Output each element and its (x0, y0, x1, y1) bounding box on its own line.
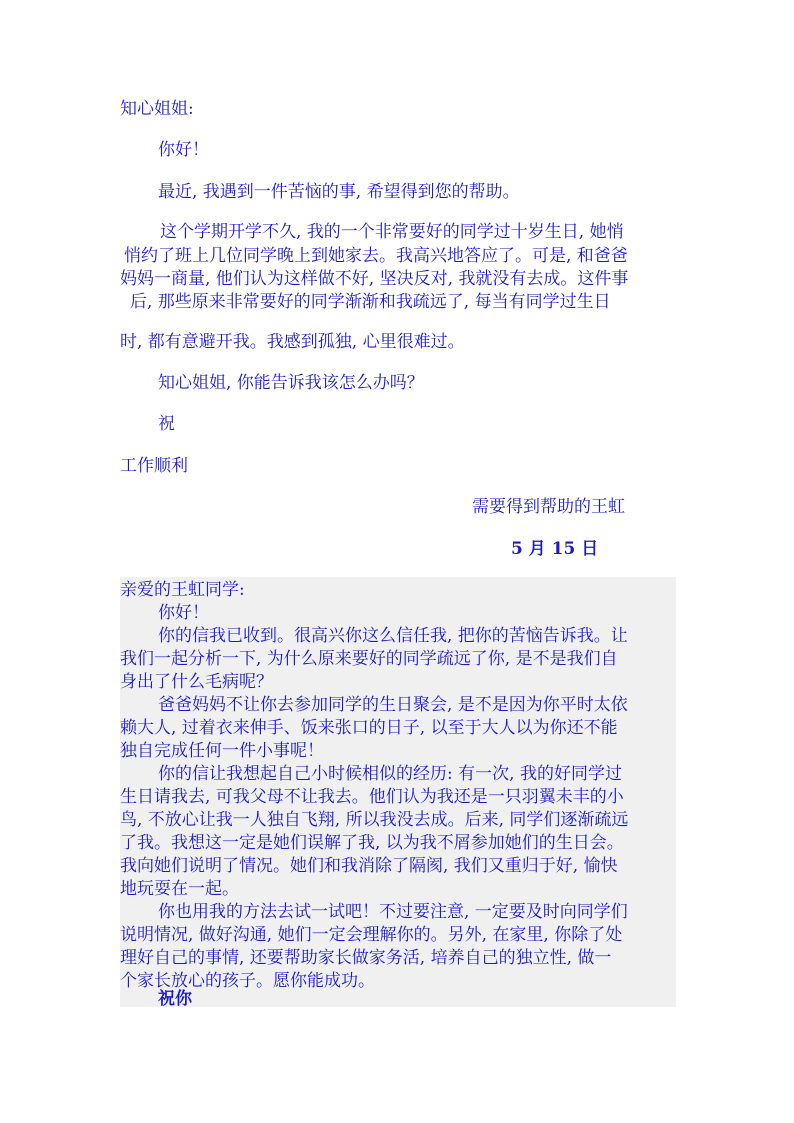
letter-greeting: 你好！ (158, 140, 209, 160)
reply-paragraph-2-line: 独自完成任何一件小事呢！ (120, 741, 324, 761)
letter-closing: 祝 (158, 414, 175, 434)
letter-paragraph-2-line: 悄约了班上几位同学晚上到她家去。我高兴地答应了。可是, 和爸爸 (124, 246, 628, 266)
reply-paragraph-2-line: 爸爸妈妈不让你去参加同学的生日聚会, 是不是因为你平时太依 (158, 695, 628, 715)
reply-greeting: 你好！ (158, 603, 209, 623)
reply-paragraph-3-line: 我向她们说明了情况。她们和我消除了隔阂, 我们又重归于好, 愉快 (120, 856, 618, 876)
reply-paragraph-4-line: 个家长放心的孩子。愿你能成功。 (120, 971, 375, 991)
letter-closing-wish: 工作顺利 (120, 456, 188, 476)
letter-signature: 需要得到帮助的王虹 (472, 497, 625, 517)
letter-paragraph-2-line: 后, 那些原来非常要好的同学渐渐和我疏远了, 每当有同学过生日 (130, 292, 611, 312)
reply-paragraph-1-line: 身出了什么毛病呢？ (120, 672, 273, 692)
letter-paragraph-2-line: 这个学期开学不久, 我的一个非常要好的同学过十岁生日, 她悄 (160, 222, 624, 242)
letter-salutation: 知心姐姐: (120, 99, 194, 119)
reply-paragraph-4-line: 说明情况, 做好沟通, 她们一定会理解你的。另外, 在家里, 你除了处 (120, 925, 623, 945)
reply-paragraph-4-line: 理好自己的事情, 还要帮助家长做家务活, 培养自己的独立性, 做一 (120, 948, 612, 968)
reply-paragraph-3-line: 了我。我想这一定是她们误解了我, 以为我不屑参加她们的生日会。 (120, 833, 624, 853)
reply-salutation: 亲爱的王虹同学: (120, 580, 245, 600)
reply-paragraph-3-line: 生日请我去, 可我父母不让我去。他们认为我还是一只羽翼未丰的小 (120, 787, 624, 807)
reply-paragraph-4-line: 你也用我的方法去试一试吧！不过要注意, 一定要及时向同学们 (158, 902, 628, 922)
letter-paragraph-2-line: 妈妈一商量, 他们认为这样做不好, 坚决反对, 我就没有去成。这件事 (120, 269, 629, 289)
reply-paragraph-1-line: 我们一起分析一下, 为什么原来要好的同学疏远了你, 是不是我们自 (120, 649, 618, 669)
reply-paragraph-2-line: 赖大人, 过着衣来伸手、饭来张口的日子, 以至于大人以为你还不能 (120, 718, 618, 738)
reply-paragraph-3-line: 鸟, 不放心让我一人独自飞翔, 所以我没去成。后来, 同学们逐渐疏远 (120, 810, 629, 830)
reply-paragraph-3-line: 你的信让我想起自己小时候相似的经历: 有一次, 我的好同学过 (158, 764, 622, 784)
reply-closing: 祝你 (158, 989, 192, 1009)
reply-paragraph-1-line: 你的信我已收到。很高兴你这么信任我, 把你的苦恼告诉我。让 (158, 626, 628, 646)
letter-paragraph-3: 知心姐姐, 你能告诉我该怎么办吗？ (158, 373, 424, 393)
letter-paragraph-2-line: 时, 都有意避开我。我感到孤独, 心里很难过。 (120, 332, 465, 352)
letter-date: 5 月 15 日 (511, 539, 599, 559)
letter-paragraph-1: 最近, 我遇到一件苦恼的事, 希望得到您的帮助。 (158, 182, 520, 202)
reply-paragraph-3-line: 地玩耍在一起。 (120, 879, 239, 899)
